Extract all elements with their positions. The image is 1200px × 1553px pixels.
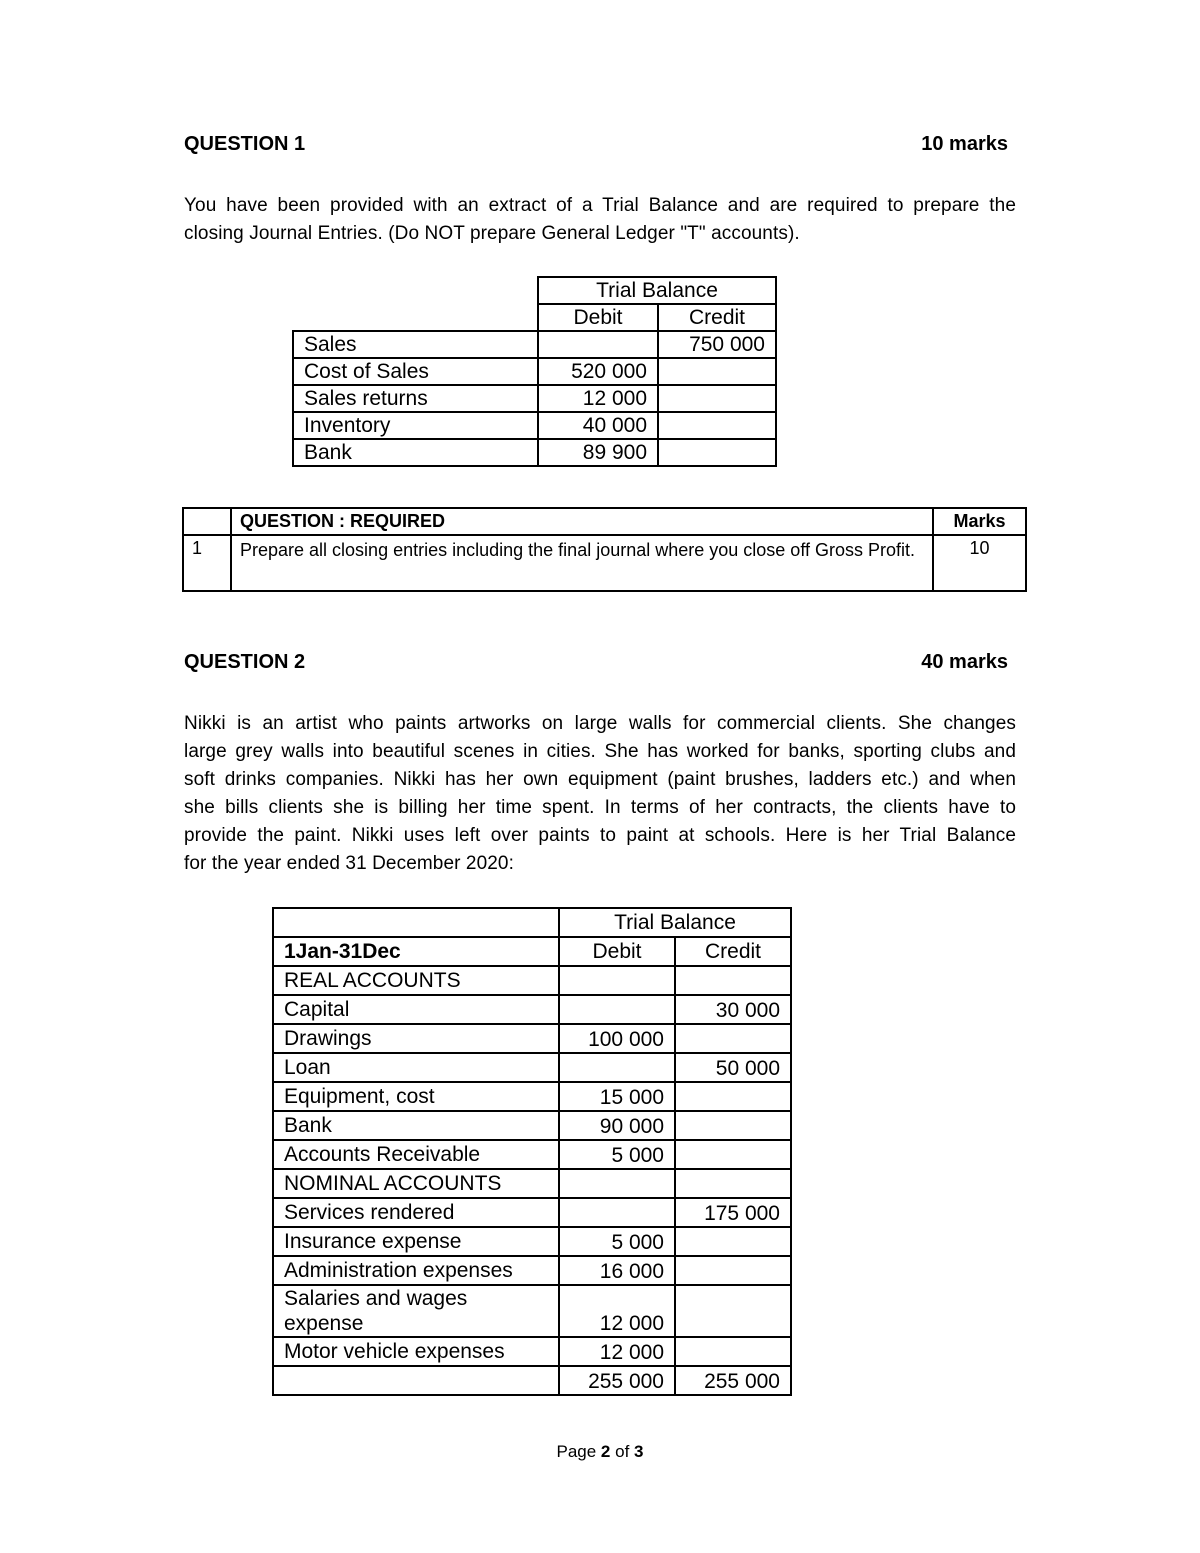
q2-debit-value xyxy=(559,995,675,1024)
q2-debit-value: 12 000 xyxy=(559,1337,675,1366)
q2-credit-value: 50 000 xyxy=(675,1053,791,1082)
q2-table-row xyxy=(273,1140,791,1169)
q2-credit-value xyxy=(675,1169,791,1198)
q2-debit-header: Debit xyxy=(559,937,675,966)
q2-debit-value: 16 000 xyxy=(559,1256,675,1285)
q2-total-label xyxy=(273,1366,559,1395)
question-2-intro-line: she bills clients she is billing her time spent. In terms of her contracts, the clients have to xyxy=(184,797,1016,818)
page-total: 3 xyxy=(634,1442,644,1461)
question-2-intro-line: provide the paint. Nikki uses left over paints to paint at schools. Here is her Trial Balance xyxy=(184,825,1016,846)
page-footer xyxy=(0,1442,1200,1462)
q2-total-debit: 255 000 xyxy=(559,1366,675,1395)
q2-account-name: Loan xyxy=(273,1053,559,1082)
q2-table-row xyxy=(273,1111,791,1140)
question-1-intro-line-1: You have been provided with an extract of a Trial Balance and are required to prepare the xyxy=(184,195,1016,216)
question-2-intro-line: Nikki is an artist who paints artworks on large walls for commercial clients. She changes xyxy=(184,713,1016,734)
q2-credit-value xyxy=(675,1140,791,1169)
question-1-intro-line-2: closing Journal Entries. (Do NOT prepare General Ledger "T" accounts). xyxy=(184,223,800,244)
q2-table-row xyxy=(273,966,791,995)
q2-credit-value xyxy=(675,1082,791,1111)
q2-table-row xyxy=(273,1227,791,1256)
q1-account-name: Inventory xyxy=(293,412,538,439)
q1-trial-balance-header: Trial Balance xyxy=(538,277,776,304)
q2-table-row xyxy=(273,1169,791,1198)
q1-debit-value: 89 900 xyxy=(538,439,658,466)
question-2-intro-line: soft drinks companies. Nikki has her own equipment (paint brushes, ladders etc.) and when xyxy=(184,769,1016,790)
q2-debit-value: 100 000 xyxy=(559,1024,675,1053)
q2-account-name: Capital xyxy=(273,995,559,1024)
q2-credit-value xyxy=(675,1024,791,1053)
q2-account-name: Administration expenses xyxy=(273,1256,559,1285)
q1-credit-value xyxy=(658,385,776,412)
q2-debit-value xyxy=(559,1053,675,1082)
q2-credit-value xyxy=(675,1285,791,1337)
q1-account-name: Sales returns xyxy=(293,385,538,412)
q1-debit-value xyxy=(538,331,658,358)
q2-credit-value xyxy=(675,1256,791,1285)
required-item-number: 1 xyxy=(183,535,231,591)
q2-debit-value xyxy=(559,1198,675,1227)
question-2-intro xyxy=(184,710,1016,878)
question-2-intro-line: large grey walls into beautiful scenes in cities. She has worked for banks, sporting clubs and xyxy=(184,741,1016,762)
q2-credit-value xyxy=(675,1227,791,1256)
q1-account-name: Sales xyxy=(293,331,538,358)
of-word: of xyxy=(615,1442,630,1461)
q2-account-name: Equipment, cost xyxy=(273,1082,559,1111)
q1-table-row xyxy=(293,358,776,385)
q1-credit-value xyxy=(658,412,776,439)
marks-header: Marks xyxy=(933,508,1026,535)
q2-total-credit: 255 000 xyxy=(675,1366,791,1395)
q2-account-name: REAL ACCOUNTS xyxy=(273,966,559,995)
q2-account-name: Motor vehicle expenses xyxy=(273,1337,559,1366)
q2-credit-value: 30 000 xyxy=(675,995,791,1024)
q1-empty-corner-2 xyxy=(293,304,538,331)
q1-empty-corner xyxy=(293,277,538,304)
q1-table-row xyxy=(293,385,776,412)
q2-account-name: NOMINAL ACCOUNTS xyxy=(273,1169,559,1198)
q2-trial-balance-table xyxy=(272,907,792,1396)
q2-account-name: Salaries and wages expense xyxy=(273,1285,559,1337)
q2-credit-value xyxy=(675,1111,791,1140)
required-item-text: Prepare all closing entries including the final journal where you close off Gross Profit. xyxy=(231,535,933,591)
question-1-intro xyxy=(184,192,1016,248)
q2-account-name: Services rendered xyxy=(273,1198,559,1227)
q2-table-row xyxy=(273,1256,791,1285)
q2-debit-value: 90 000 xyxy=(559,1111,675,1140)
q2-table-row xyxy=(273,995,791,1024)
q2-credit-value: 175 000 xyxy=(675,1198,791,1227)
required-num-header xyxy=(183,508,231,535)
q1-trial-balance-table xyxy=(292,276,777,467)
required-header: QUESTION : REQUIRED xyxy=(231,508,933,535)
q2-trial-balance-header: Trial Balance xyxy=(559,908,791,937)
q2-table-row xyxy=(273,1082,791,1111)
q2-credit-header: Credit xyxy=(675,937,791,966)
q1-debit-header: Debit xyxy=(538,304,658,331)
q2-debit-value xyxy=(559,1169,675,1198)
q2-table-row xyxy=(273,1285,791,1337)
question-2-intro-line: for the year ended 31 December 2020: xyxy=(184,853,514,874)
q2-account-name: Insurance expense xyxy=(273,1227,559,1256)
q1-credit-value: 750 000 xyxy=(658,331,776,358)
q1-credit-value xyxy=(658,358,776,385)
question-2-marks: 40 marks xyxy=(921,651,1008,673)
q2-table-row xyxy=(273,1024,791,1053)
q1-credit-value xyxy=(658,439,776,466)
page-number: 2 xyxy=(600,1442,611,1461)
q2-account-name: Accounts Receivable xyxy=(273,1140,559,1169)
q2-debit-value xyxy=(559,966,675,995)
q2-table-row xyxy=(273,1337,791,1366)
q2-empty-corner xyxy=(273,908,559,937)
q2-credit-value xyxy=(675,966,791,995)
q2-account-name: Bank xyxy=(273,1111,559,1140)
q2-debit-value: 12 000 xyxy=(559,1285,675,1337)
q2-credit-value xyxy=(675,1337,791,1366)
question-2-title: QUESTION 2 xyxy=(184,651,306,673)
q1-debit-value: 520 000 xyxy=(538,358,658,385)
q1-debit-value: 40 000 xyxy=(538,412,658,439)
q2-debit-value: 5 000 xyxy=(559,1227,675,1256)
q2-table-row xyxy=(273,1198,791,1227)
q2-table-row xyxy=(273,1053,791,1082)
q1-table-row xyxy=(293,439,776,466)
q1-debit-value: 12 000 xyxy=(538,385,658,412)
question-1-marks: 10 marks xyxy=(921,133,1008,155)
q2-account-name: Drawings xyxy=(273,1024,559,1053)
page-word: Page xyxy=(556,1442,597,1461)
q2-debit-value: 5 000 xyxy=(559,1140,675,1169)
q1-table-row xyxy=(293,331,776,358)
required-item-marks: 10 xyxy=(933,535,1026,591)
q1-table-row xyxy=(293,412,776,439)
q1-required-table xyxy=(182,507,1027,592)
q2-period-label: 1Jan-31Dec xyxy=(273,937,559,966)
q1-credit-header: Credit xyxy=(658,304,776,331)
q2-debit-value: 15 000 xyxy=(559,1082,675,1111)
q1-account-name: Bank xyxy=(293,439,538,466)
question-1-title: QUESTION 1 xyxy=(184,133,306,155)
q1-account-name: Cost of Sales xyxy=(293,358,538,385)
